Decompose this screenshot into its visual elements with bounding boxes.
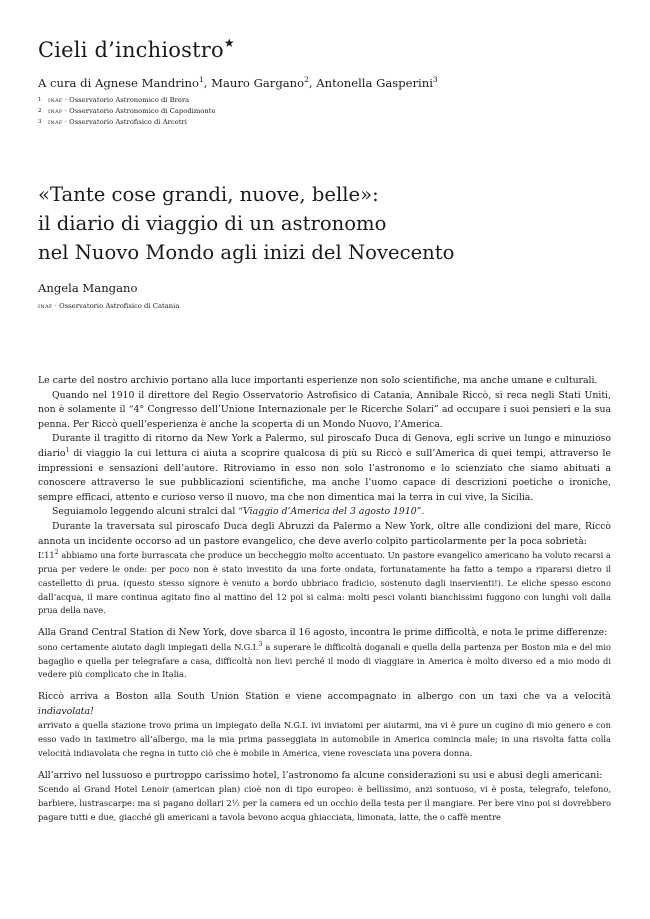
section-title bbox=[38, 38, 235, 62]
editor-name: Antonella Gasperini bbox=[316, 75, 433, 90]
block-quote: arrivato a quella stazione trovo prima un impiegato della N.G.I. ivi inviatomi per aiutarmi, ma vi è pure un cugino di mio genero e con esso vado in taximetro all’albergo, ma la mia prima passeggiata in automobile in America comincia male; in una risvolta fatta colla velocità indiavolata che regna in tutto ciò che è mobile in America, viene rovesciata una povera donna. bbox=[38, 720, 611, 758]
editors-prefix: A cura di bbox=[38, 75, 95, 90]
body-paragraph: Alla Grand Central Station di New York, dove sbarca il 16 agosto, incontra le prime difficoltà, e nota le prime differenze: bbox=[38, 627, 608, 639]
affiliation-list bbox=[38, 95, 216, 128]
body-paragraph: All’arrivo nel lussuoso e purtroppo carissimo hotel, l’astronomo fa alcune considerazioni su usi e abusi degli americani: bbox=[38, 769, 603, 781]
article-title-line: «Tante cose grandi, nuove, belle»: bbox=[38, 183, 379, 206]
block-quote: Scendo al Grand Hotel Lenoir (american plan) cioè non di tipo europeo: è bellissimo, anzi sontuoso, vi è posta, telegrafo, telefono, barbiere, lustrascarpe: ma si pagano dollari 2½ per la camera ed un occhio della testa per il mangiare. Per bere vino poi si dovrebbero pagare tutti e due, giacché gli americani a tavola bevono acqua ghiacciata, limonata, latte, the o caffè mentre bbox=[38, 784, 611, 822]
editor-ref: 3 bbox=[432, 75, 438, 84]
article-body bbox=[38, 374, 611, 825]
affiliation-item: 3 inaf · Osservatorio Astrofisico di Arcetri bbox=[38, 118, 187, 126]
author-affiliation: inaf · Osservatorio Astrofisico di Catania bbox=[38, 302, 180, 310]
affiliation-item: 2 inaf · Osservatorio Astronomico di Capodimonte bbox=[38, 107, 216, 115]
body-paragraph: Seguiamolo leggendo alcuni stralci dal “Viaggio d’America del 3 agosto 1910”. bbox=[52, 506, 425, 518]
footnote-ref: 1 bbox=[65, 446, 70, 454]
body-paragraph: Quando nel 1910 il direttore del Regio Osservatorio Astrofisico di Catania, Annibale Riccò, si reca negli Stati Uniti, non è solamente il “4° Congresso dell’Unione Internazionale per le Ricerche Solari” ad occupare i suoi pensieri e la sua penna. Per Riccò quell’esperienza è anche la scoperta di un Mondo Nuovo, l’America. bbox=[38, 389, 611, 430]
editor-name: Agnese Mandrino bbox=[94, 75, 199, 90]
body-paragraph: Riccò arriva a Boston alla South Union Station e viene accompagnato in albergo con un taxi che va a velocità indiavolata! bbox=[38, 691, 611, 717]
section-star-mark: ★ bbox=[223, 36, 235, 50]
block-quote: $L’11^2$ abbiamo una forte burrascata che produce un beccheggio molto accentuato. Un pastore evangelico americano ha voluto recarsi a prua per vedere le onde: per poco non è stato investito da una forte ondata, fortunatamente ha fatto a tempo a ripararsi dietro il castelletto di prua. (questo stesso signore è venuto a bordo ubbriaco fradicio, sostenuto dagli inservienti!). Le eliche spesso escono dall’acqua, il mare continua agitato fino al mattino del 12 poi si calma: molti pesci volanti bianchissimi fuggono con lunghi voli dalla prua della nave. bbox=[38, 549, 611, 616]
body-paragraph: Durante la traversata sul piroscafo Duca degli Abruzzi da Palermo a New York, oltre alle condizioni del mare, Riccò annota un incidente occorso ad un pastore evangelico, che deve averlo colpito particolarmente per la poca sobrietà: bbox=[38, 520, 611, 547]
section-title-text: Cieli d’inchiostro bbox=[38, 38, 224, 62]
editor-name: Mauro Gargano bbox=[211, 75, 305, 90]
body-paragraph: Le carte del nostro archivio portano alla luce importanti esperienze non solo scientifiche, ma anche umane e culturali. bbox=[38, 375, 598, 386]
article-title bbox=[38, 180, 454, 267]
editor-ref: 1 bbox=[198, 75, 204, 84]
article-title-line: il diario di viaggio di un astronomo bbox=[38, 212, 387, 235]
article-title-line: nel Nuovo Mondo agli inizi del Novecento bbox=[38, 241, 455, 264]
body-paragraph: Durante il tragitto di ritorno da New York a Palermo, sul piroscafo Duca di Genova, egli scrive un lungo e minuzioso diario$^1$ di viaggio la cui lettura ci aiuta a scoprire qualcosa di più su Riccò e sull’America di quei tempi, attraverso le impressioni e sensazioni dell’autore. Ritroviamo in esso non solo l’astronomo e lo scienziato che siamo abituati a conoscere attraverso le sue pubblicazioni scientifiche, ma anche l’uomo capace di descrizioni poetiche o ironiche, sempre efficaci, attento e curioso verso il nuovo, ma che non dimentica mai la terra in cui vive, la Sicilia. bbox=[38, 433, 611, 503]
affiliation-item: 1 inaf · Osservatorio Astronomico di Brera bbox=[38, 96, 190, 104]
article-author: Angela Mangano bbox=[38, 281, 138, 295]
footnote-ref: 3 bbox=[258, 640, 263, 648]
editor-ref: 2 bbox=[304, 75, 309, 84]
block-quote: sono certamente aiutato dagli impiegati della N.G.I.$^3$ a superare le difficoltà doganali e quella della partenza per Boston mia e del mio bagaglio e quella per telegrafare a casa, difficoltà non lievi perché il modo di viaggiare in America è molto diverso ed a mio modo di vedere più complicato che in Italia. bbox=[38, 640, 611, 680]
editors-line: A cura di Agnese Mandrino$^1$, Mauro Gargano$^2$, Antonella Gasperini$^3$ bbox=[38, 75, 438, 90]
footnote-ref: 2 bbox=[54, 549, 59, 557]
